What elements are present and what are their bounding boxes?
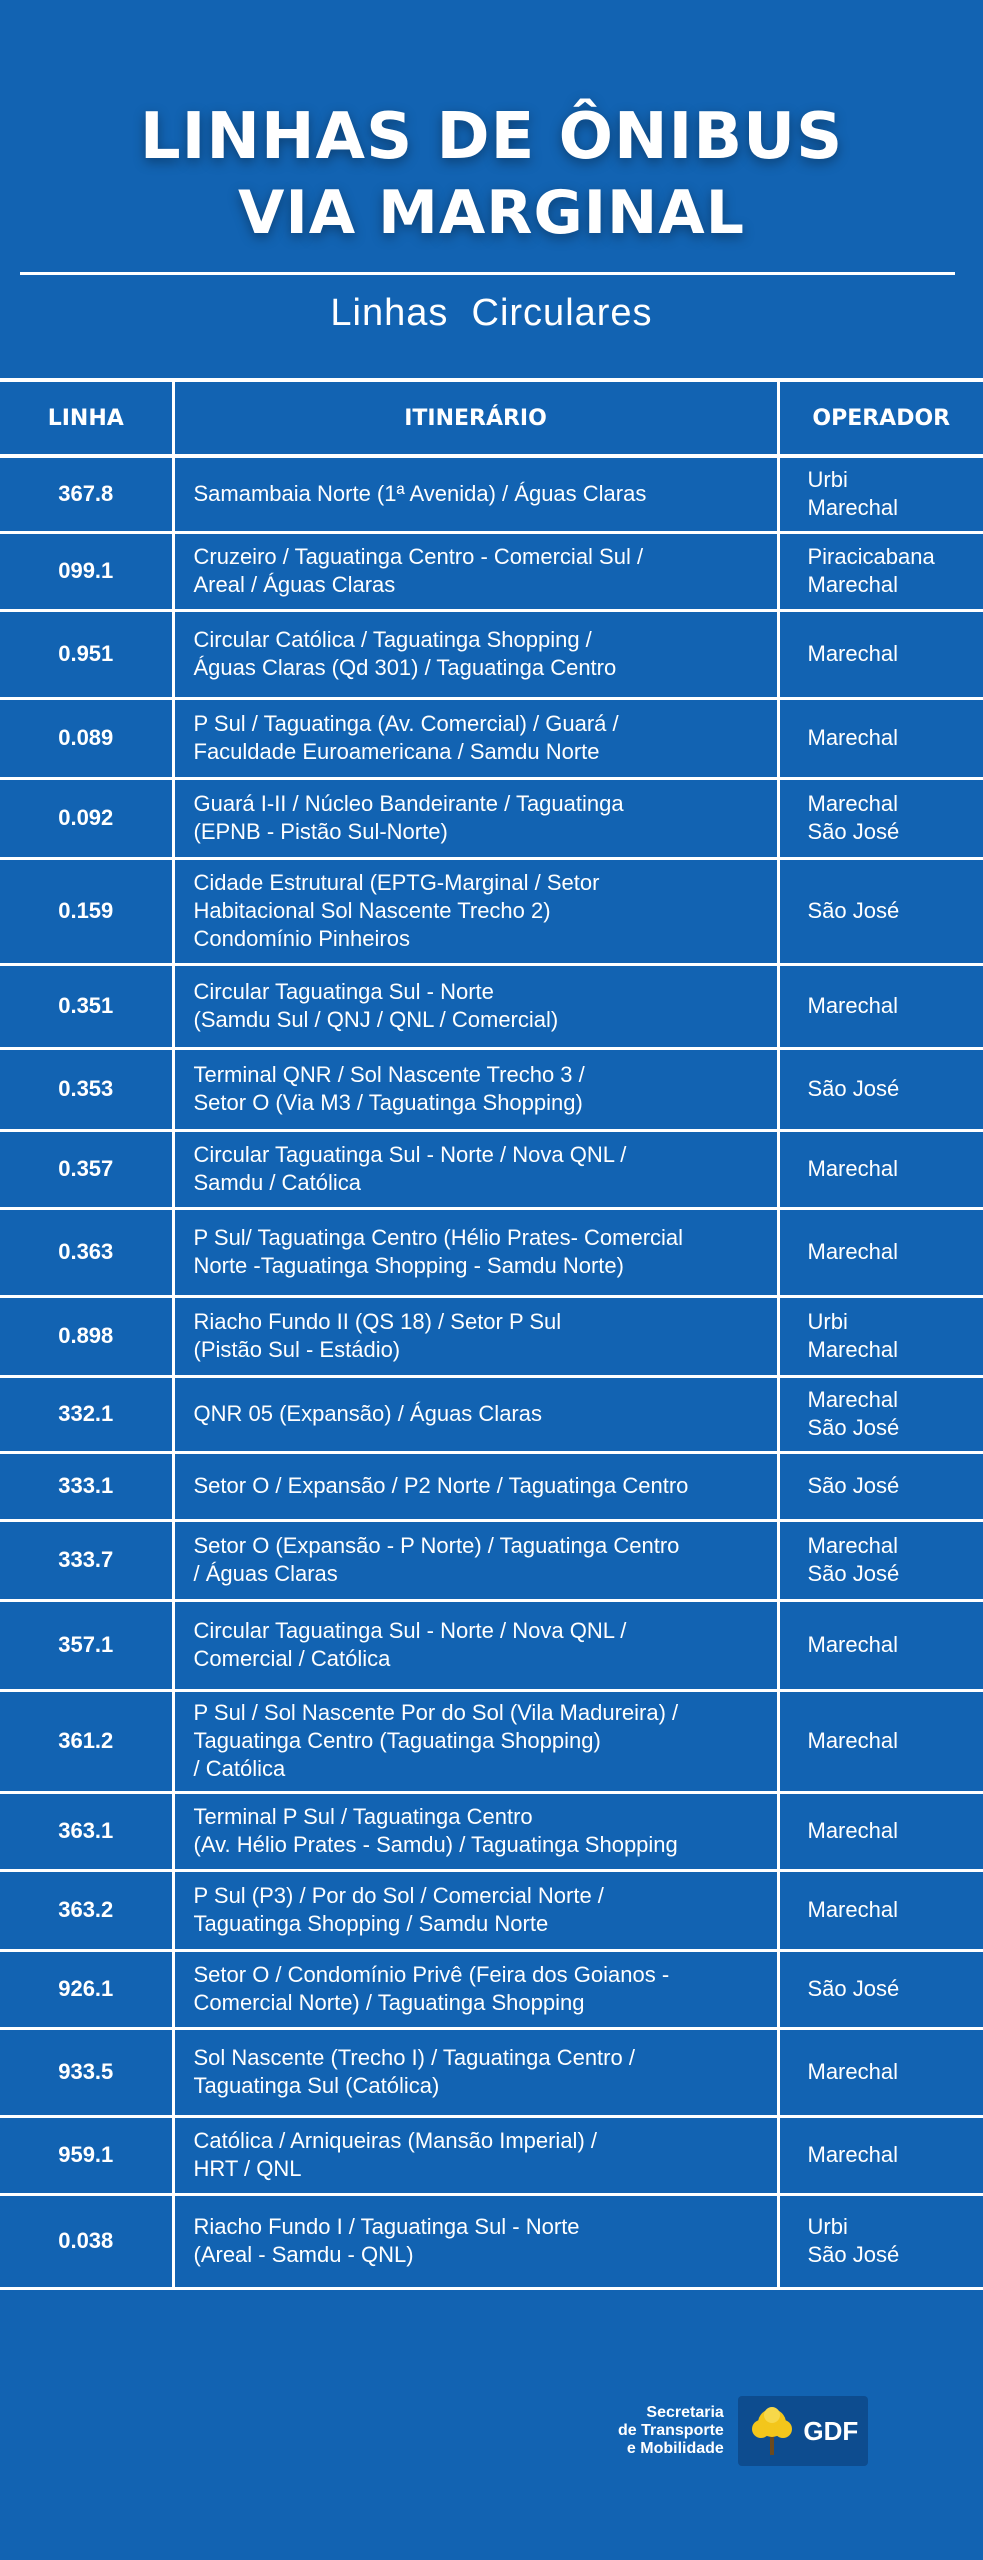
operator: Urbi Marechal	[778, 456, 983, 532]
operator: São José	[778, 858, 983, 964]
line-number: 0.038	[0, 2194, 173, 2288]
operator: Marechal	[778, 964, 983, 1048]
line-number: 933.5	[0, 2028, 173, 2116]
table-row	[0, 858, 983, 964]
line-number: 0.363	[0, 1208, 173, 1296]
operator: Marechal	[778, 1870, 983, 1950]
line-number: 959.1	[0, 2116, 173, 2194]
line-number: 333.1	[0, 1452, 173, 1520]
table-row	[0, 610, 983, 698]
itinerary: Riacho Fundo II (QS 18) / Setor P Sul (Pistão Sul - Estádio)	[173, 1296, 778, 1376]
operator: Marechal São José	[778, 1520, 983, 1600]
table-row	[0, 1130, 983, 1208]
column-header-linha: LINHA	[0, 380, 173, 456]
itinerary: P Sul / Sol Nascente Por do Sol (Vila Madureira) / Taguatinga Centro (Taguatinga Shopping) / Católica	[173, 1690, 778, 1792]
operator: Marechal	[778, 1130, 983, 1208]
itinerary: Setor O (Expansão - P Norte) / Taguatinga Centro / Águas Claras	[173, 1520, 778, 1600]
gdf-logo	[738, 2396, 868, 2466]
itinerary: Terminal P Sul / Taguatinga Centro (Av. Hélio Prates - Samdu) / Taguatinga Shopping	[173, 1792, 778, 1870]
itinerary: Cidade Estrutural (EPTG-Marginal / Setor Habitacional Sol Nascente Trecho 2) Condomínio Pinheiros	[173, 858, 778, 964]
table-row	[0, 2116, 983, 2194]
title-divider	[20, 272, 955, 275]
itinerary: Sol Nascente (Trecho I) / Taguatinga Centro / Taguatinga Sul (Católica)	[173, 2028, 778, 2116]
title-line-2: VIA MARGINAL	[238, 178, 745, 248]
operator: Marechal	[778, 1690, 983, 1792]
table-row	[0, 532, 983, 610]
table-row	[0, 1870, 983, 1950]
line-number: 363.1	[0, 1792, 173, 1870]
operator: São José	[778, 1452, 983, 1520]
line-number: 357.1	[0, 1600, 173, 1690]
itinerary: Terminal QNR / Sol Nascente Trecho 3 / Setor O (Via M3 / Taguatinga Shopping)	[173, 1048, 778, 1130]
line-number: 0.898	[0, 1296, 173, 1376]
itinerary: Setor O / Condomínio Privê (Feira dos Goianos - Comercial Norte) / Taguatinga Shopping	[173, 1950, 778, 2028]
column-header-itinerario: ITINERÁRIO	[173, 380, 778, 456]
itinerary: Circular Taguatinga Sul - Norte (Samdu Sul / QNJ / QNL / Comercial)	[173, 964, 778, 1048]
line-number: 367.8	[0, 456, 173, 532]
table-row	[0, 1376, 983, 1452]
line-number: 0.353	[0, 1048, 173, 1130]
line-number: 099.1	[0, 532, 173, 610]
itinerary: QNR 05 (Expansão) / Águas Claras	[173, 1376, 778, 1452]
itinerary: Circular Católica / Taguatinga Shopping / Águas Claras (Qd 301) / Taguatinga Centro	[173, 610, 778, 698]
itinerary: P Sul / Taguatinga (Av. Comercial) / Guará / Faculdade Euroamericana / Samdu Norte	[173, 698, 778, 778]
line-number: 361.2	[0, 1690, 173, 1792]
line-number: 0.159	[0, 858, 173, 964]
subtitle: Linhas Circulares	[330, 292, 653, 334]
table-row	[0, 1452, 983, 1520]
footer-logo	[618, 2396, 868, 2466]
table-row	[0, 964, 983, 1048]
operator: Piracicabana Marechal	[778, 532, 983, 610]
line-number: 0.351	[0, 964, 173, 1048]
itinerary: Samambaia Norte (1ª Avenida) / Águas Claras	[173, 456, 778, 532]
line-number: 0.951	[0, 610, 173, 698]
table-row	[0, 1208, 983, 1296]
title-line-1: LINHAS DE ÔNIBUS	[139, 100, 844, 174]
itinerary: Cruzeiro / Taguatinga Centro - Comercial Sul / Areal / Águas Claras	[173, 532, 778, 610]
operator: Marechal São José	[778, 778, 983, 858]
line-number: 363.2	[0, 1870, 173, 1950]
operator: Urbi Marechal	[778, 1296, 983, 1376]
itinerary: Católica / Arniqueiras (Mansão Imperial) / HRT / QNL	[173, 2116, 778, 2194]
table-row	[0, 1792, 983, 1870]
ipe-tree-icon	[747, 2405, 797, 2457]
operator: São José	[778, 1950, 983, 2028]
itinerary: Circular Taguatinga Sul - Norte / Nova QNL / Samdu / Católica	[173, 1130, 778, 1208]
line-number: 332.1	[0, 1376, 173, 1452]
operator: Marechal	[778, 1600, 983, 1690]
line-number: 0.092	[0, 778, 173, 858]
secretaria-label: Secretaria de Transporte e Mobilidade	[618, 2404, 724, 2457]
table-row	[0, 2194, 983, 2288]
table-row	[0, 1600, 983, 1690]
table-row	[0, 1296, 983, 1376]
operator: Marechal	[778, 698, 983, 778]
table-row	[0, 456, 983, 532]
table-row	[0, 2028, 983, 2116]
itinerary: P Sul/ Taguatinga Centro (Hélio Prates- Comercial Norte -Taguatinga Shopping - Samdu Norte)	[173, 1208, 778, 1296]
itinerary: Guará I-II / Núcleo Bandeirante / Taguatinga (EPNB - Pistão Sul-Norte)	[173, 778, 778, 858]
itinerary: P Sul (P3) / Por do Sol / Comercial Norte / Taguatinga Shopping / Samdu Norte	[173, 1870, 778, 1950]
operator: Marechal	[778, 2116, 983, 2194]
itinerary: Riacho Fundo I / Taguatinga Sul - Norte (Areal - Samdu - QNL)	[173, 2194, 778, 2288]
table-row	[0, 698, 983, 778]
operator: São José	[778, 1048, 983, 1130]
table-row	[0, 1950, 983, 2028]
column-header-operador: OPERADOR	[778, 380, 983, 456]
itinerary: Setor O / Expansão / P2 Norte / Taguatinga Centro	[173, 1452, 778, 1520]
itinerary: Circular Taguatinga Sul - Norte / Nova QNL / Comercial / Católica	[173, 1600, 778, 1690]
gdf-text: GDF	[803, 2415, 859, 2446]
line-number: 0.357	[0, 1130, 173, 1208]
table-row	[0, 1690, 983, 1792]
table-row	[0, 1048, 983, 1130]
line-number: 926.1	[0, 1950, 173, 2028]
operator: Urbi São José	[778, 2194, 983, 2288]
operator: Marechal	[778, 1208, 983, 1296]
table-row	[0, 778, 983, 858]
operator: Marechal	[778, 1792, 983, 1870]
operator: Marechal São José	[778, 1376, 983, 1452]
table-row	[0, 1520, 983, 1600]
operator: Marechal	[778, 610, 983, 698]
operator: Marechal	[778, 2028, 983, 2116]
table-header-row	[0, 380, 983, 456]
bus-lines-table	[0, 378, 983, 2290]
line-number: 333.7	[0, 1520, 173, 1600]
line-number: 0.089	[0, 698, 173, 778]
